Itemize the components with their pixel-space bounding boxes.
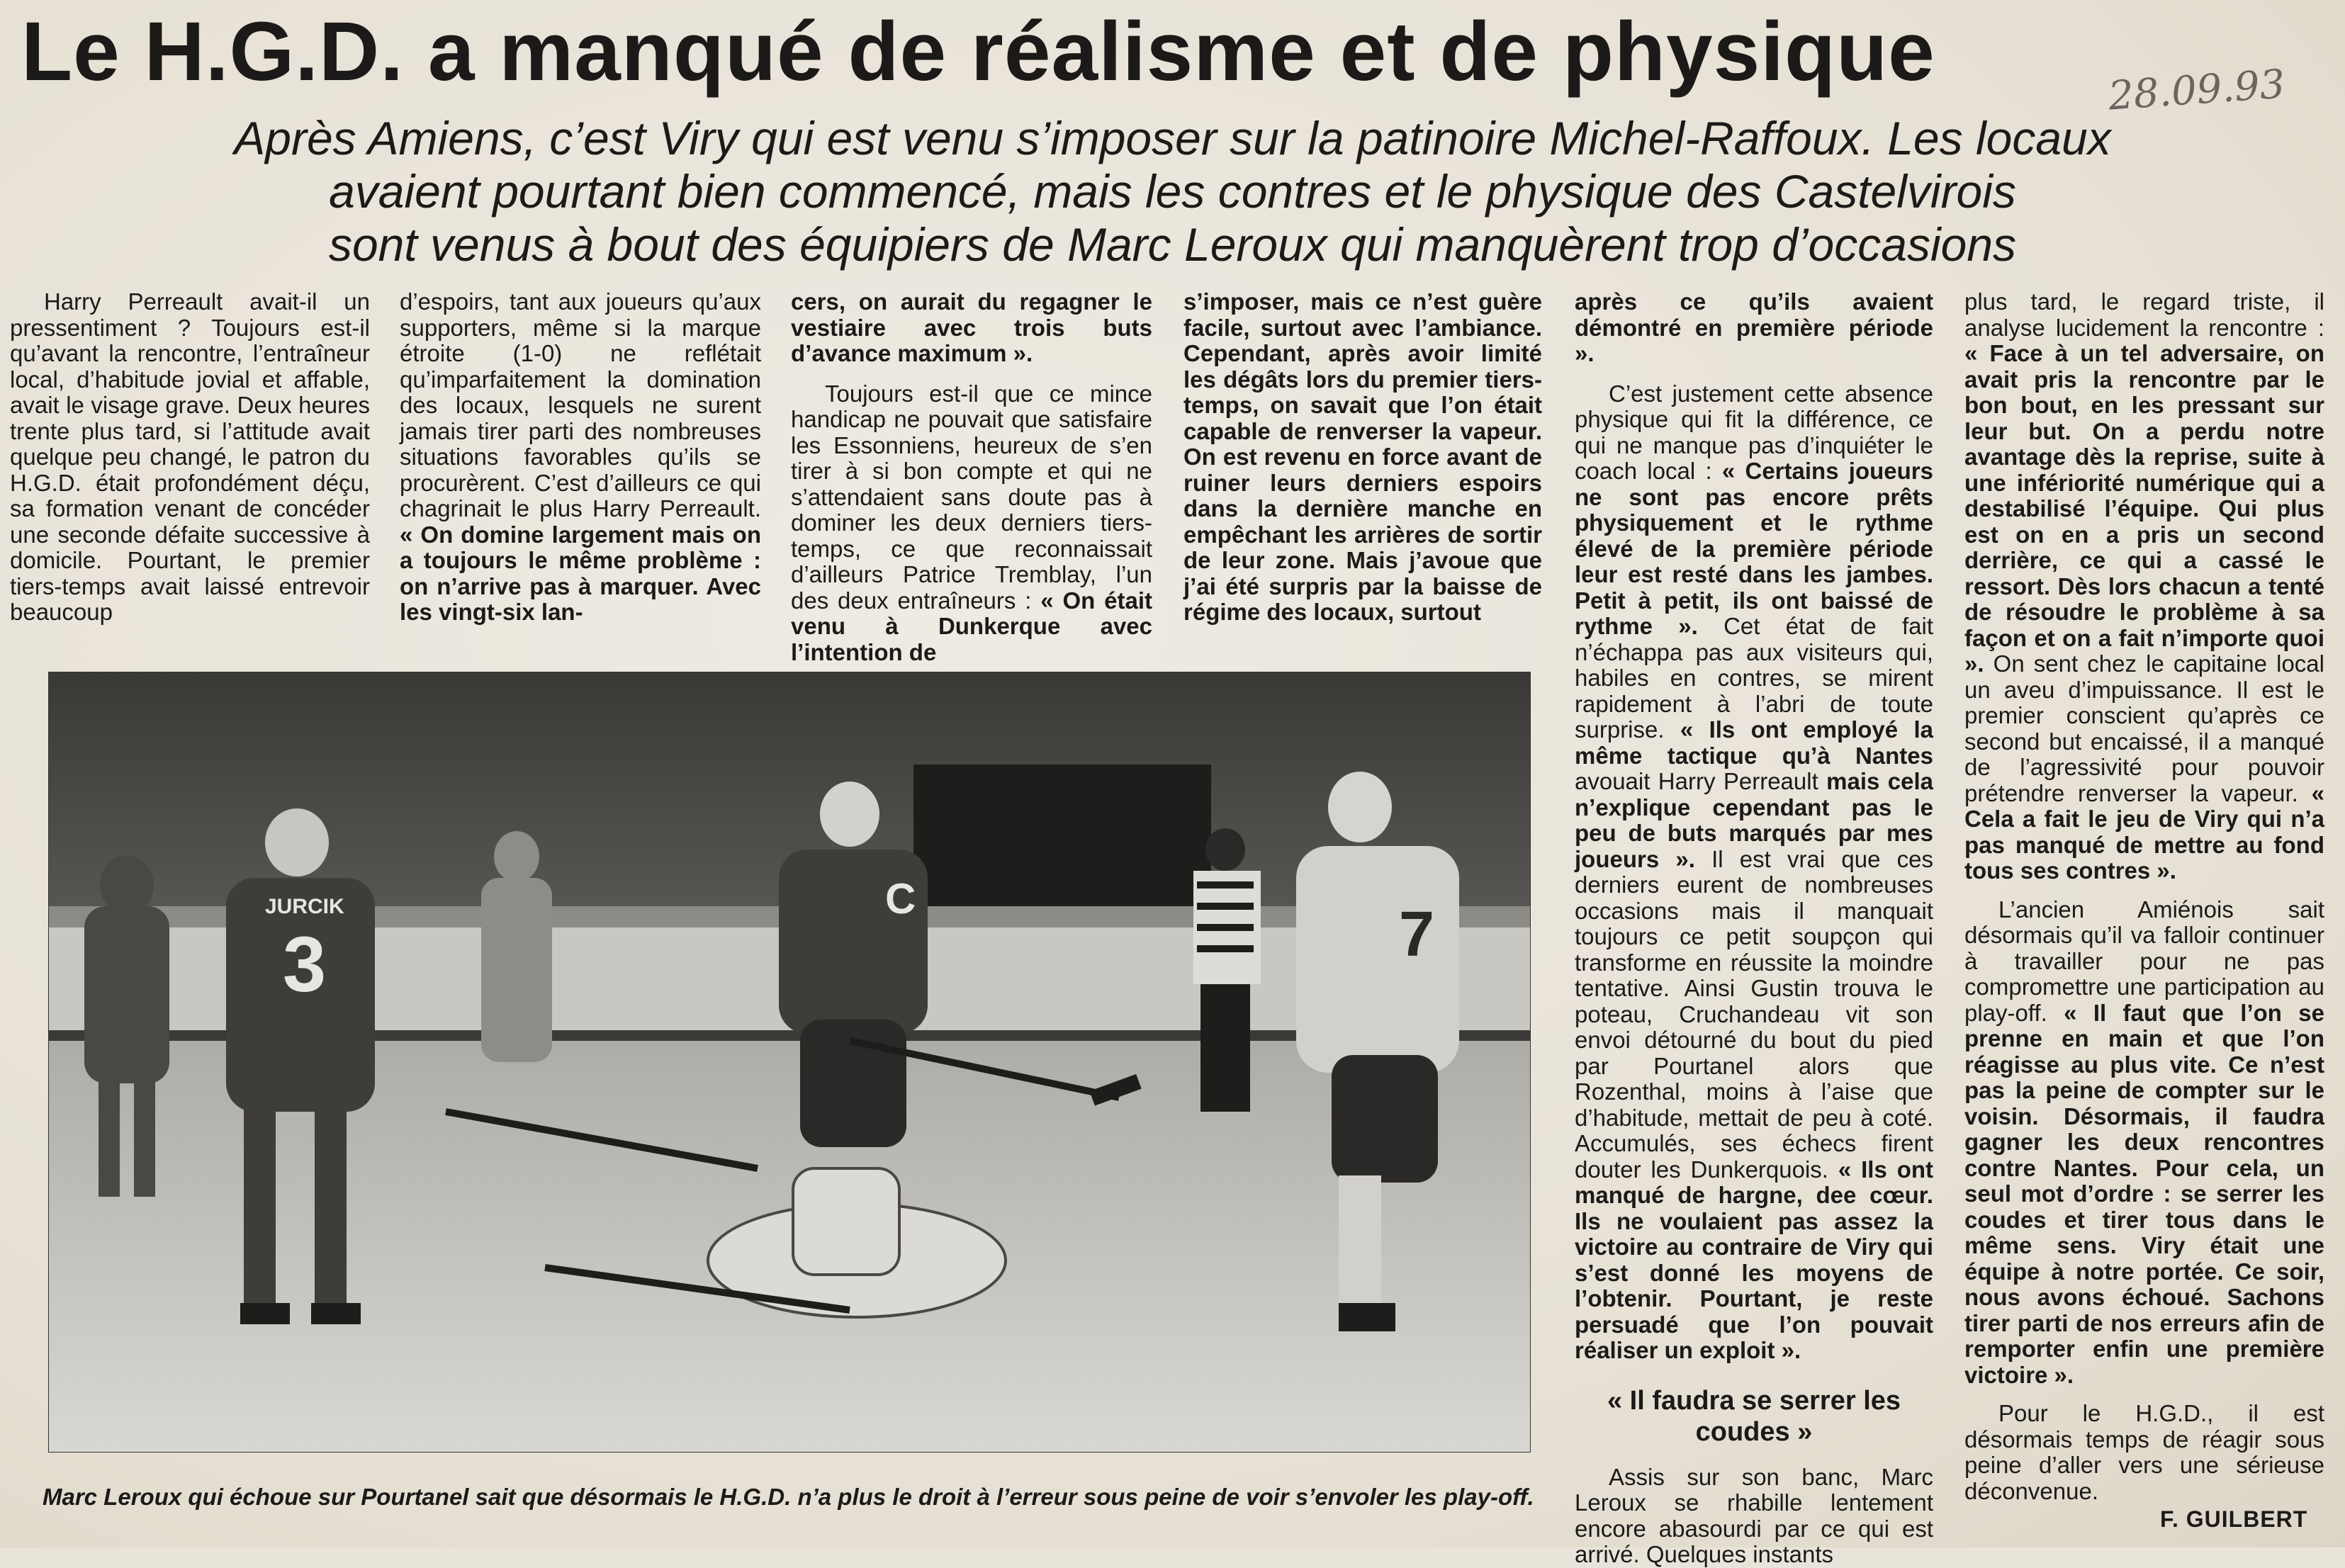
paragraph: Assis sur son banc, Marc Leroux se rhabille lentement encore abasourdi par ce qui est arrivé. Quelques instants (1575, 1463, 1933, 1567)
author-signature: F. GUILBERT (2160, 1506, 2308, 1532)
text-run: Toujours est-il que ce mince handicap ne pouvait que satisfaire les Essonniens, heureux de s’en tirer à si bon compte et qui ne s’attendaient sans doute pas à dominer les deux derniers tiers-temps, ce que reconnaissait d’ailleurs Patrice Tremblay, l’un des deux entraîneurs : (791, 380, 1152, 614)
column-5 (1575, 289, 1933, 1568)
jersey-letter-center: C (885, 875, 916, 923)
column-6 (1964, 289, 2324, 1504)
paragraph: Pour le H.G.D., il est désormais temps de réagir sous peine d’aller vers une sérieuse déconvenue. (1964, 1400, 2324, 1504)
quote-paragraph: après ce qu’ils avaient démontré en première période ». (1575, 288, 1933, 366)
quote-run: « Il faut que l’on se prenne en main et que l’on réagisse au plus vite. Ce n’est pas la peine de compter sur le voisin. Désormais, il faudra gagner les deux rencontres contre Nantes. Pour cela, un seul mot d’ordre : se serrer les coudes et tirer tous dans le même sens. Viry était une équipe à notre portée. Ce soir, nous avons échoué. Sachons tirer parti de nos erreurs afin de remporter enfin une première victoire ». (1964, 999, 2324, 1388)
quote-paragraph: s’imposer, mais ce n’est guère facile, surtout avec l’ambiance. Cependant, après avoir limité les dégâts lors du premier tiers-temps, on savait que l’on était capable de renverser la vapeur. On est revenu en force avant de ruiner leurs derniers espoirs dans la dernière manche en empêchant les arrières de sortir de leur zone. Mais j’avoue que j’ai été surpris par la baisse de régime des locaux, surtout (1183, 288, 1542, 625)
headline: Le H.G.D. a manqué de réalisme et de physique (21, 5, 1935, 98)
column-3 (791, 289, 1152, 665)
jersey-number-left: 3 (283, 921, 327, 1008)
subhead (0, 112, 2345, 271)
quote-run: « Face à un tel adversaire, on avait pris la rencontre par le bon bout, en les pressant sur leur but. On a perdu notre avantage dès la reprise, suite à une infériorité numérique qui a destabilisé l’équipe. Qui plus est on en a pris un second derrière, ce qui a cassé le ressort. Dès lors chacun a tenté de résoudre le problème à sa façon et on a fait n’importe quoi ». (1964, 340, 2324, 677)
column-2 (400, 289, 761, 626)
jersey-number-right: 7 (1399, 899, 1435, 970)
jersey-name: JURCIK (265, 895, 344, 918)
intertitle: « Il faudra se serrer les coudes » (1607, 1385, 1901, 1447)
column-1 (10, 289, 370, 626)
quote-run: « Cela a fait le jeu de Viry qui n’a pas manqué de mettre au fond tous ses contres ». (1964, 779, 2324, 884)
paragraph (1964, 289, 2324, 884)
hockey-scene-illustration (49, 672, 1530, 1452)
text-run: avouait Harry Perreault (1575, 768, 1818, 794)
hockey-photo (48, 672, 1531, 1453)
text-run: Cet état de fait n’échappa pas aux visiteurs qui, habiles en contres, se mirent rapidement à l’abri de toute surprise. (1575, 613, 1933, 743)
text-run: C’est justement cette absence physique qui fit la différence, ce qui ne manque pas d’inquiéter le coach local : (1575, 380, 1933, 484)
subhead-line: Après Amiens, c’est Viry qui est venu s’imposer sur la patinoire Michel-Raffoux. Les locaux (234, 112, 2111, 164)
text-run: d’espoirs, tant aux joueurs qu’aux supporters, même si la marque étroite (1-0) ne reflétait qu’imparfaitement la domination des locaux, lesquels ne surent jamais tirer parti des nombreuses situations favorables qu’ils se procurèrent. C’est d’ailleurs ce qui chagrinait le plus Harry Perreault. (400, 288, 761, 521)
quote-run: « Ils ont employé la même tactique qu’à Nantes (1575, 716, 1933, 769)
column-4 (1183, 289, 1542, 626)
paragraph: Harry Perreault avait-il un pressentiment ? Toujours est-il qu’avant la rencontre, l’entraîneur local, d’habitude jovial et affable, avait le visage grave. Deux heures trente plus tard, si l’attitude avait quelque peu changé, le patron du H.G.D. était profondément déçu, sa formation venant de concéder une seconde défaite successive à domicile. Pourtant, le premier tiers-temps avait laissé entrevoir beaucoup (10, 288, 370, 625)
handwritten-date: 28.09.93 (2107, 61, 2287, 120)
paragraph (1575, 381, 1933, 1364)
paragraph (400, 289, 761, 626)
quote-run: mais cela n’explique cependant pas le peu de buts marqués par mes joueurs ». (1575, 768, 1933, 872)
quote-run: « Certains joueurs ne sont pas encore prêts physiquement et le rythme élevé de la première période leur est resté dans les jambes. Petit à petit, ils ont baissé de rythme ». (1575, 458, 1934, 639)
quote-paragraph: cers, on aurait du regagner le vestiaire avec trois buts d’avance maximum ». (791, 288, 1152, 366)
text-run: Il est vrai que ces derniers eurent de nombreuses occasions mais il manquait toujours ce petit soupçon qui transforme en réussite la moindre tentative. Ainsi Gustin trouva le poteau, Cruchandeau vit son envoi détourné du bout du pied par Pourtanel alors que Rozenthal, moins à l’aise que d’habitude, mettait de peu à coté. Accumulés, ses échecs firent douter les Dunkerquois. (1575, 845, 1933, 1183)
quote-run: « On était venu à Dunkerque avec l’intention de (791, 587, 1153, 665)
subhead-line: sont venus à bout des équipiers de Marc Leroux qui manquèrent trop d’occasions (328, 218, 2017, 271)
photo-caption: Marc Leroux qui échoue sur Pourtanel sait que désormais le H.G.D. n’a plus le droit à l’erreur sous peine de voir s’envoler les play-off. (43, 1484, 1534, 1510)
quote-run: « On domine largement mais on a toujours le même problème : on n’arrive pas à marquer. Avec les vingt-six lan- (400, 521, 761, 625)
subhead-line: avaient pourtant bien commencé, mais les contres et le physique des Castelvirois (329, 165, 2016, 218)
text-run: On sent chez le capitaine local un aveu d’impuissance. Il est le premier conscient qu’après ce second but encaissé, il a manqué de l’agressivité pour pouvoir prétendre renverser la vapeur. (1964, 650, 2324, 806)
paragraph (1964, 897, 2324, 1389)
paragraph (791, 381, 1152, 666)
quote-run: « Ils ont manqué de hargne, dee cœur. Ils ne voulaient pas assez la victoire au contraire de Viry qui s’est donné les moyens de l’obtenir. Pourtant, je reste persuadé que l’on pouvait réaliser un exploit ». (1575, 1156, 1934, 1363)
text-run: plus tard, le regard triste, il analyse lucidement la rencontre : (1964, 288, 2324, 341)
text-run: L’ancien Amiénois sait désormais qu’il va falloir continuer à travailler pour ne pas compromettre une participation au play-off. (1964, 896, 2324, 1026)
